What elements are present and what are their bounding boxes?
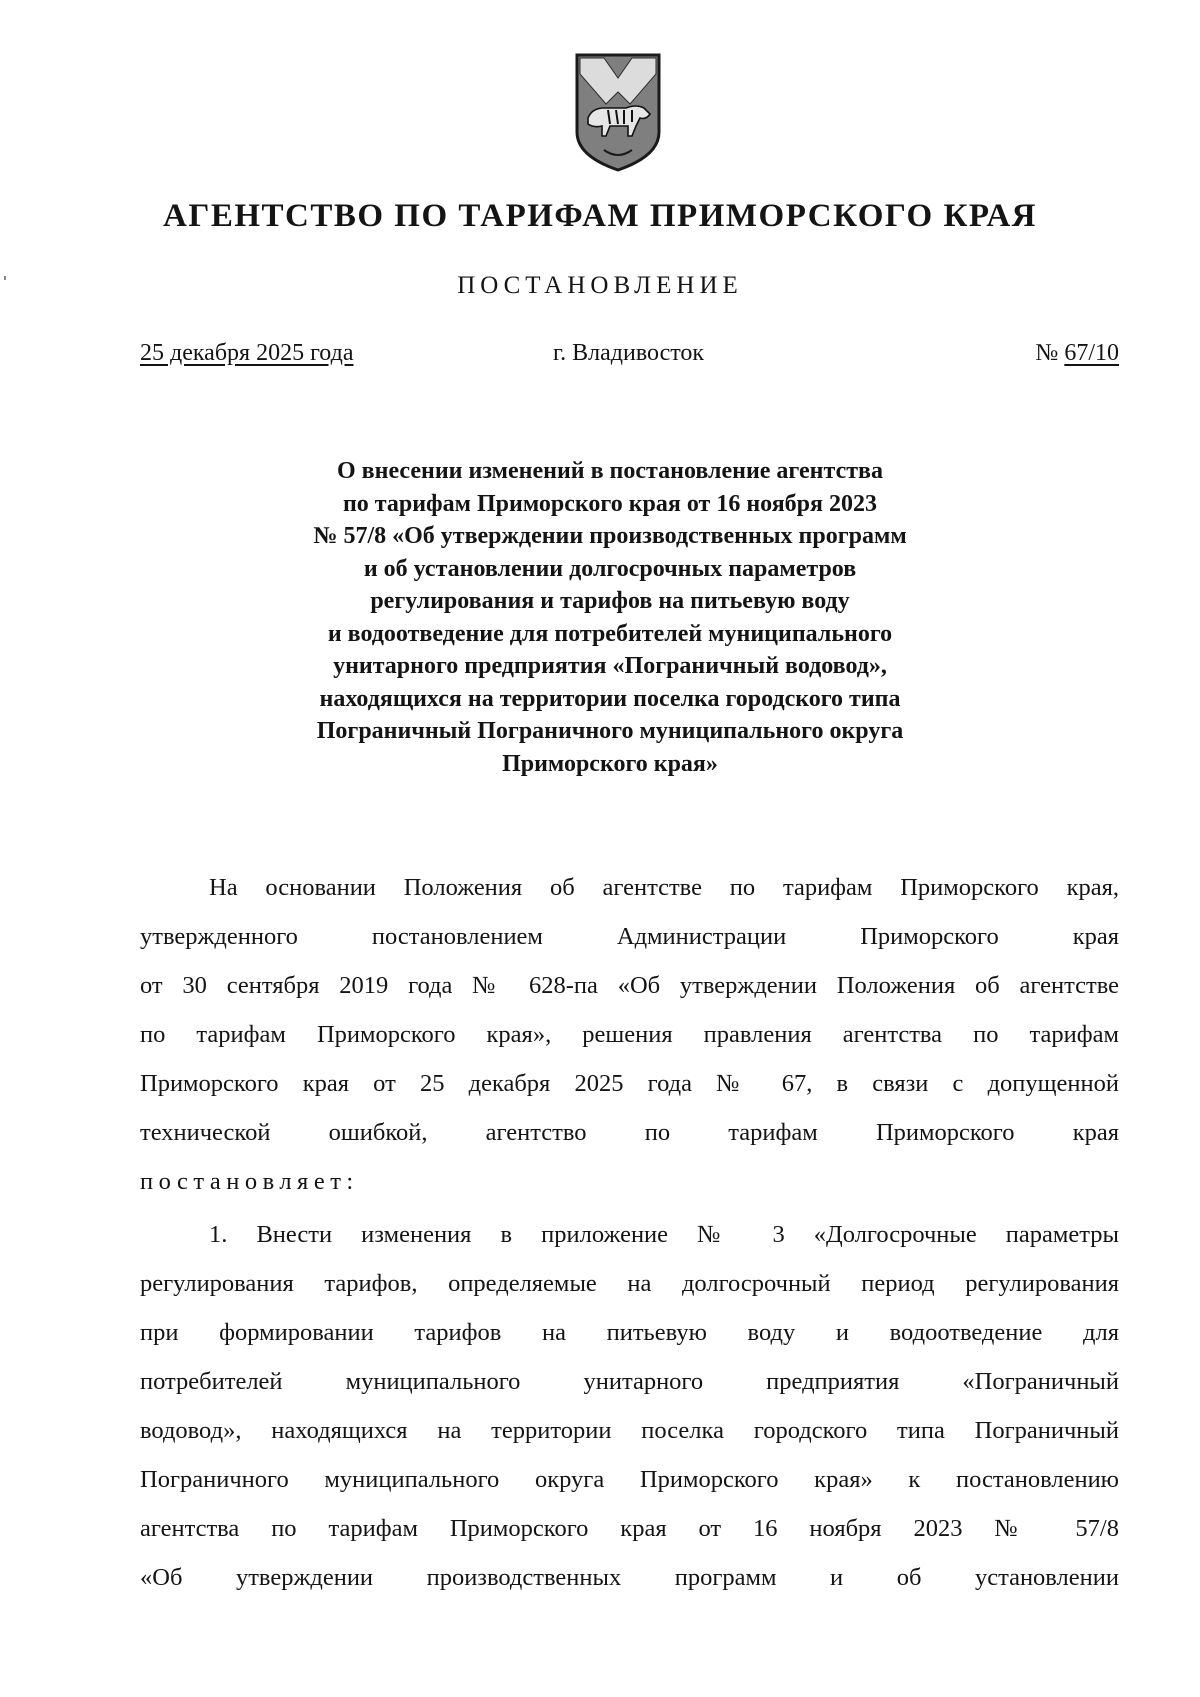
body-line: «Об утверждении производственных программ и об установлении: [140, 1564, 1119, 1591]
title-line: находящихся на территории поселка городского типа: [319, 685, 901, 712]
agency-name: АГЕНТСТВО ПО ТАРИФАМ ПРИМОРСКОГО КРАЯ: [163, 198, 1037, 234]
preamble-paragraph: [140, 863, 1119, 1206]
body-line: водовод», находящихся на территории поселка городского типа Пограничный: [140, 1417, 1119, 1444]
body-line: при формировании тарифов на питьевую воду и водоотведение для: [140, 1319, 1119, 1346]
number-sign: №: [1035, 340, 1059, 366]
document-date: 25 декабря 2025 года: [140, 340, 354, 366]
document-number: [1035, 340, 1119, 367]
title-line: № 57/8 «Об утверждении производственных программ: [313, 523, 907, 549]
body-line: регулирования тарифов, определяемые на долгосрочный период регулирования: [140, 1270, 1119, 1297]
document-title: [170, 455, 1050, 780]
item-1-paragraph: [140, 1210, 1119, 1602]
title-line: Приморского края»: [502, 750, 718, 777]
body-line: утвержденного постановлением Администрации Приморского края: [140, 923, 1119, 950]
title-line: по тарифам Приморского края от 16 ноября 2023: [342, 490, 878, 517]
body-line: от 30 сентября 2019 года № 628-па «Об утверждении Положения об агентстве: [140, 972, 1119, 999]
body-line: Пограничного муниципального округа Приморского края» к постановлению: [140, 1466, 1119, 1493]
body-line: потребителей муниципального унитарного предприятия «Пограничный: [140, 1368, 1119, 1395]
title-line: и водоотведение для потребителей муниципального: [327, 620, 893, 647]
title-line: регулирования и тарифов на питьевую воду: [370, 588, 850, 614]
document-city: г. Владивосток: [553, 340, 705, 366]
title-line: О внесении изменений в постановление агентства: [337, 458, 883, 484]
body-line: агентства по тарифам Приморского края от 16 ноября 2023 № 57/8: [140, 1515, 1119, 1542]
title-line: Пограничный Пограничного муниципального округа: [316, 718, 904, 744]
body-line: Приморского края от 25 декабря 2025 года № 67, в связи с допущенной: [140, 1070, 1119, 1097]
decree-word: постановляет:: [140, 1168, 359, 1195]
coat-of-arms-emblem: [574, 52, 662, 174]
title-line: и об установлении долгосрочных параметров: [363, 555, 857, 582]
body-line: 1. Внести изменения в приложение № 3 «Долгосрочные параметры: [209, 1221, 1119, 1248]
title-line: унитарного предприятия «Пограничный водовод»,: [333, 653, 887, 679]
body-line: технической ошибкой, агентство по тарифам Приморского края: [140, 1119, 1119, 1146]
body-line: по тарифам Приморского края», решения правления агентства по тарифам: [140, 1021, 1119, 1048]
body-line: На основании Положения об агентстве по тарифам Приморского края,: [209, 874, 1119, 901]
number-value: 67/10: [1064, 340, 1119, 366]
document-type: ПОСТАНОВЛЕНИЕ: [457, 272, 743, 299]
